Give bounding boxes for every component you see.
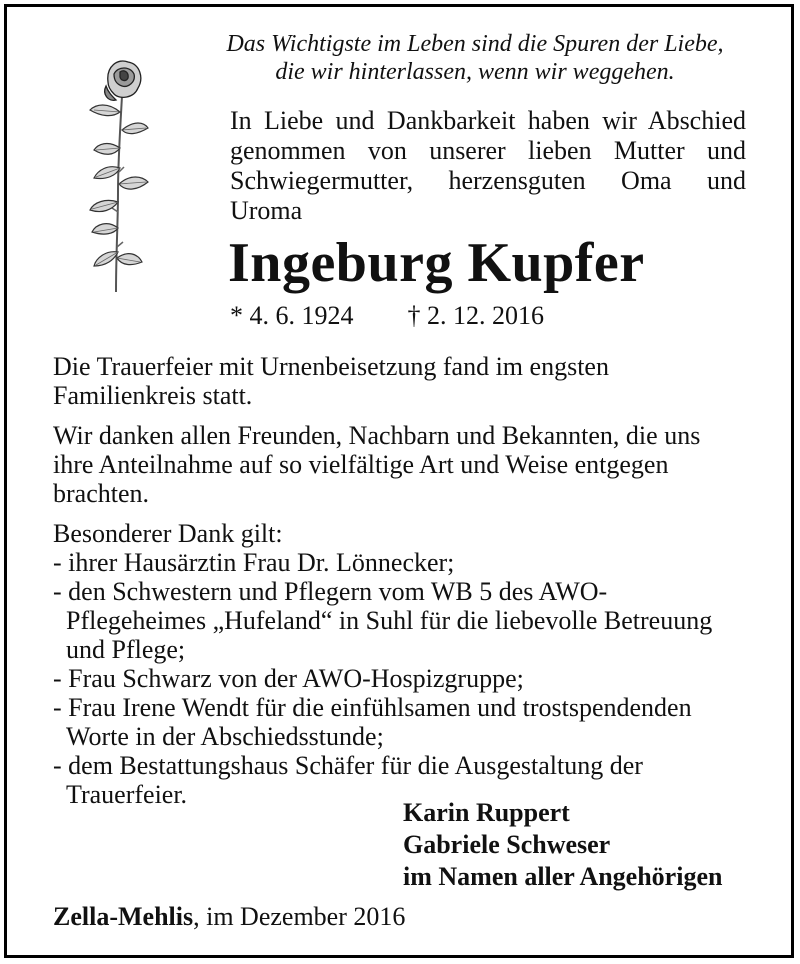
- thanks-heading: Besonderer Dank gilt:: [53, 519, 283, 548]
- intro-line: genommen von unserer lieben Mutter und: [230, 136, 746, 165]
- text-line: - dem Bestattungshaus Schäfer für die Ausgestaltung der: [53, 751, 643, 780]
- text-line: - Frau Irene Wendt für die einfühlsamen und trostspendenden: [53, 693, 692, 722]
- text-line: Die Trauerfeier mit Urnenbeisetzung fand im engsten: [53, 352, 609, 381]
- thanks-item: [53, 664, 753, 693]
- thanks-item: [53, 577, 753, 664]
- rose-icon: [78, 52, 158, 297]
- text-line: - Frau Schwarz von der AWO-Hospizgruppe;: [53, 664, 524, 693]
- intro-line: Schwiegermutter, herzensguten Oma und: [230, 166, 746, 195]
- signer-note: im Namen aller Angehörigen: [403, 862, 723, 891]
- text-line: ihre Anteilnahme auf so vielfältige Art und Weise entgegen: [53, 450, 669, 479]
- text-line: - ihrer Hausärztin Frau Dr. Lönnecker;: [53, 548, 455, 577]
- signer-name: Karin Ruppert: [403, 798, 570, 827]
- signer-name: Gabriele Schweser: [403, 830, 611, 859]
- death-date: † 2. 12. 2016: [407, 301, 544, 330]
- gratitude-paragraph: [53, 421, 753, 508]
- signatures: [403, 797, 722, 893]
- deceased-name: Ingeburg Kupfer: [228, 232, 645, 294]
- epigraph-quote: [190, 30, 760, 86]
- place-date-line: [53, 902, 405, 932]
- text-line: Familienkreis statt.: [53, 381, 253, 410]
- birth-date: * 4. 6. 1924: [230, 301, 354, 330]
- text-line: brachten.: [53, 479, 150, 508]
- quote-line: Das Wichtigste im Leben sind die Spuren der Liebe,: [226, 31, 724, 57]
- text-line: Pflegeheimes „Hufeland“ in Suhl für die liebevolle Betreuung: [66, 606, 713, 635]
- ceremony-paragraph: [53, 352, 753, 410]
- intro-line: In Liebe und Dankbarkeit haben wir Abschied: [230, 106, 746, 135]
- thanks-item: [53, 548, 753, 577]
- text-line: - den Schwestern und Pflegern vom WB 5 des AWO-: [53, 577, 608, 606]
- text-line: und Pflege;: [66, 635, 186, 664]
- place-name: Zella-Mehlis: [53, 902, 194, 931]
- intro-paragraph: [230, 106, 746, 226]
- thanks-item: [53, 693, 753, 751]
- text-line: Trauerfeier.: [66, 780, 188, 809]
- main-text: [53, 352, 753, 809]
- date-text: , im Dezember 2016: [193, 902, 406, 931]
- text-line: Worte in der Abschiedsstunde;: [66, 722, 384, 751]
- intro-line: Uroma: [230, 196, 303, 225]
- quote-line: die wir hinterlassen, wenn wir weggehen.: [275, 59, 675, 85]
- life-dates: [230, 301, 544, 331]
- text-line: Wir danken allen Freunden, Nachbarn und Bekannten, die uns: [53, 421, 701, 450]
